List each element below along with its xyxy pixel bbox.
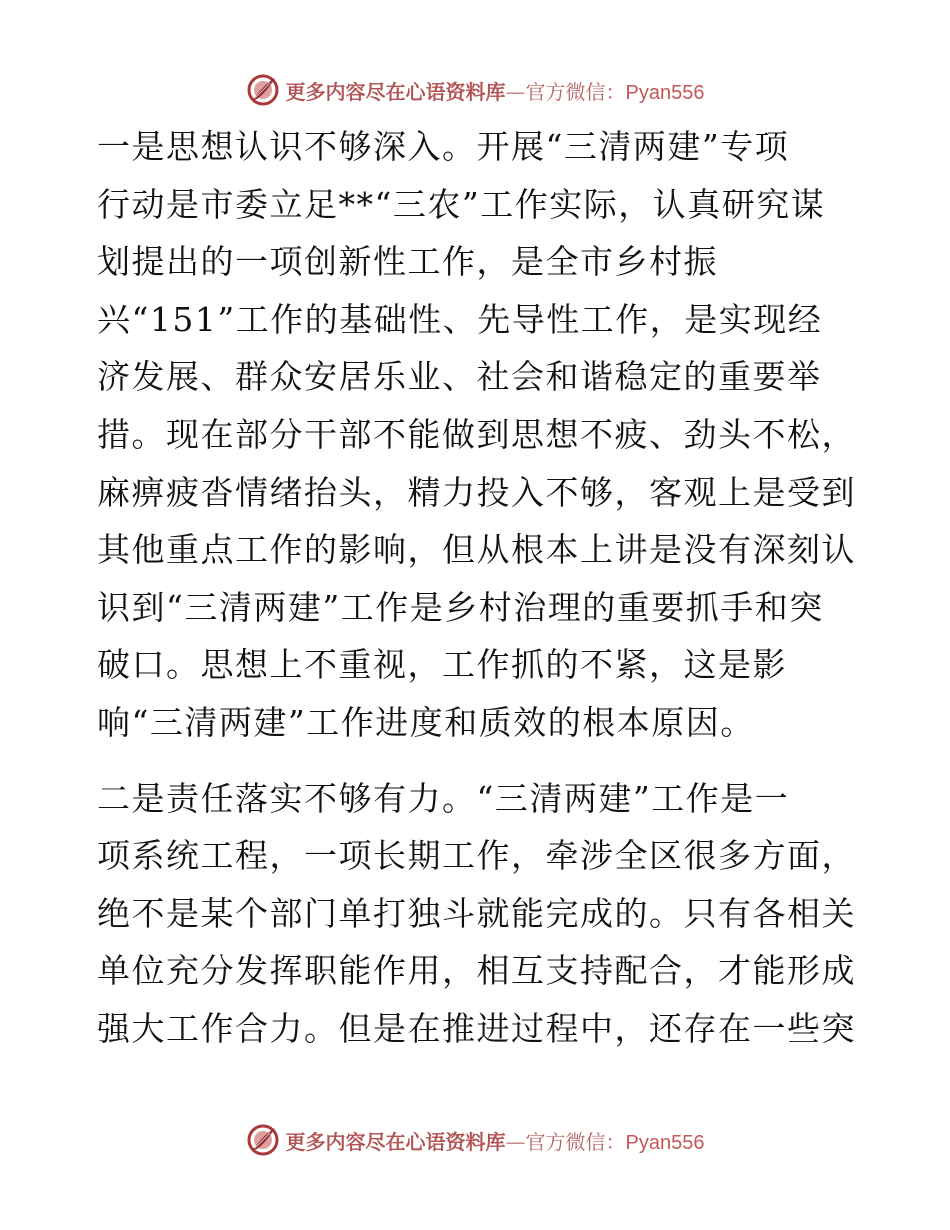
banner-brand: 更多内容尽在心语资料库 bbox=[285, 79, 506, 104]
paragraph-gap bbox=[97, 752, 857, 770]
banner-wechat-label: 官方微信： bbox=[525, 1129, 626, 1154]
text-line: 绝不是某个部门单打独斗就能完成的。只有各相关 bbox=[97, 893, 856, 933]
text-line: 兴“151”工作的基础性、先导性工作，是实现经 bbox=[97, 299, 823, 339]
document-body bbox=[97, 118, 857, 1058]
text-line: 项系统工程，一项长期工作，牵涉全区很多方面， bbox=[97, 836, 856, 876]
text-line: 识到“三清两建”工作是乡村治理的重要抓手和突 bbox=[97, 587, 824, 627]
text-line: 济发展、群众安居乐业、社会和谐稳定的重要举 bbox=[97, 357, 822, 397]
text-line: 强大工作合力。但是在推进过程中，还存在一些突 bbox=[97, 1008, 856, 1048]
banner-text bbox=[286, 76, 705, 105]
text-line: 麻痹疲沓情绪抬头，精力投入不够，客观上是受到 bbox=[97, 472, 856, 512]
header-banner bbox=[0, 70, 950, 110]
banner-wechat-handle: Pyan556 bbox=[625, 1131, 705, 1154]
text-line: 二是责任落实不够有力。“三清两建”工作是一 bbox=[97, 778, 790, 818]
text-line: 响“三清两建”工作进度和质效的根本原因。 bbox=[97, 702, 755, 742]
text-line: 破口。思想上不重视，工作抓的不紧，这是影 bbox=[97, 645, 787, 685]
paragraph-1 bbox=[97, 118, 857, 752]
banner-text bbox=[286, 1126, 705, 1155]
text-line: 措。现在部分干部不能做到思想不疲、劲头不松， bbox=[97, 414, 856, 454]
banner-brand: 更多内容尽在心语资料库 bbox=[285, 1129, 506, 1154]
text-line: 单位充分发挥职能作用，相互支持配合，才能形成 bbox=[97, 951, 856, 991]
feather-pen-logo-icon bbox=[246, 73, 280, 107]
banner-wechat-label: 官方微信： bbox=[525, 79, 626, 104]
text-line: 其他重点工作的影响，但从根本上讲是没有深刻认 bbox=[97, 530, 856, 570]
feather-pen-logo-icon bbox=[246, 1123, 280, 1157]
banner-separator: — bbox=[505, 79, 526, 104]
text-line: 一是思想认识不够深入。开展“三清两建”专项 bbox=[97, 127, 790, 166]
footer-banner bbox=[0, 1120, 950, 1160]
banner-separator: — bbox=[505, 1129, 526, 1154]
text-line: 划提出的一项创新性工作，是全市乡村振 bbox=[97, 242, 718, 282]
text-line: 行动是市委立足**“三农”工作实际，认真研究谋 bbox=[97, 184, 826, 224]
paragraph-2 bbox=[97, 770, 857, 1058]
banner-wechat-handle: Pyan556 bbox=[625, 81, 705, 104]
